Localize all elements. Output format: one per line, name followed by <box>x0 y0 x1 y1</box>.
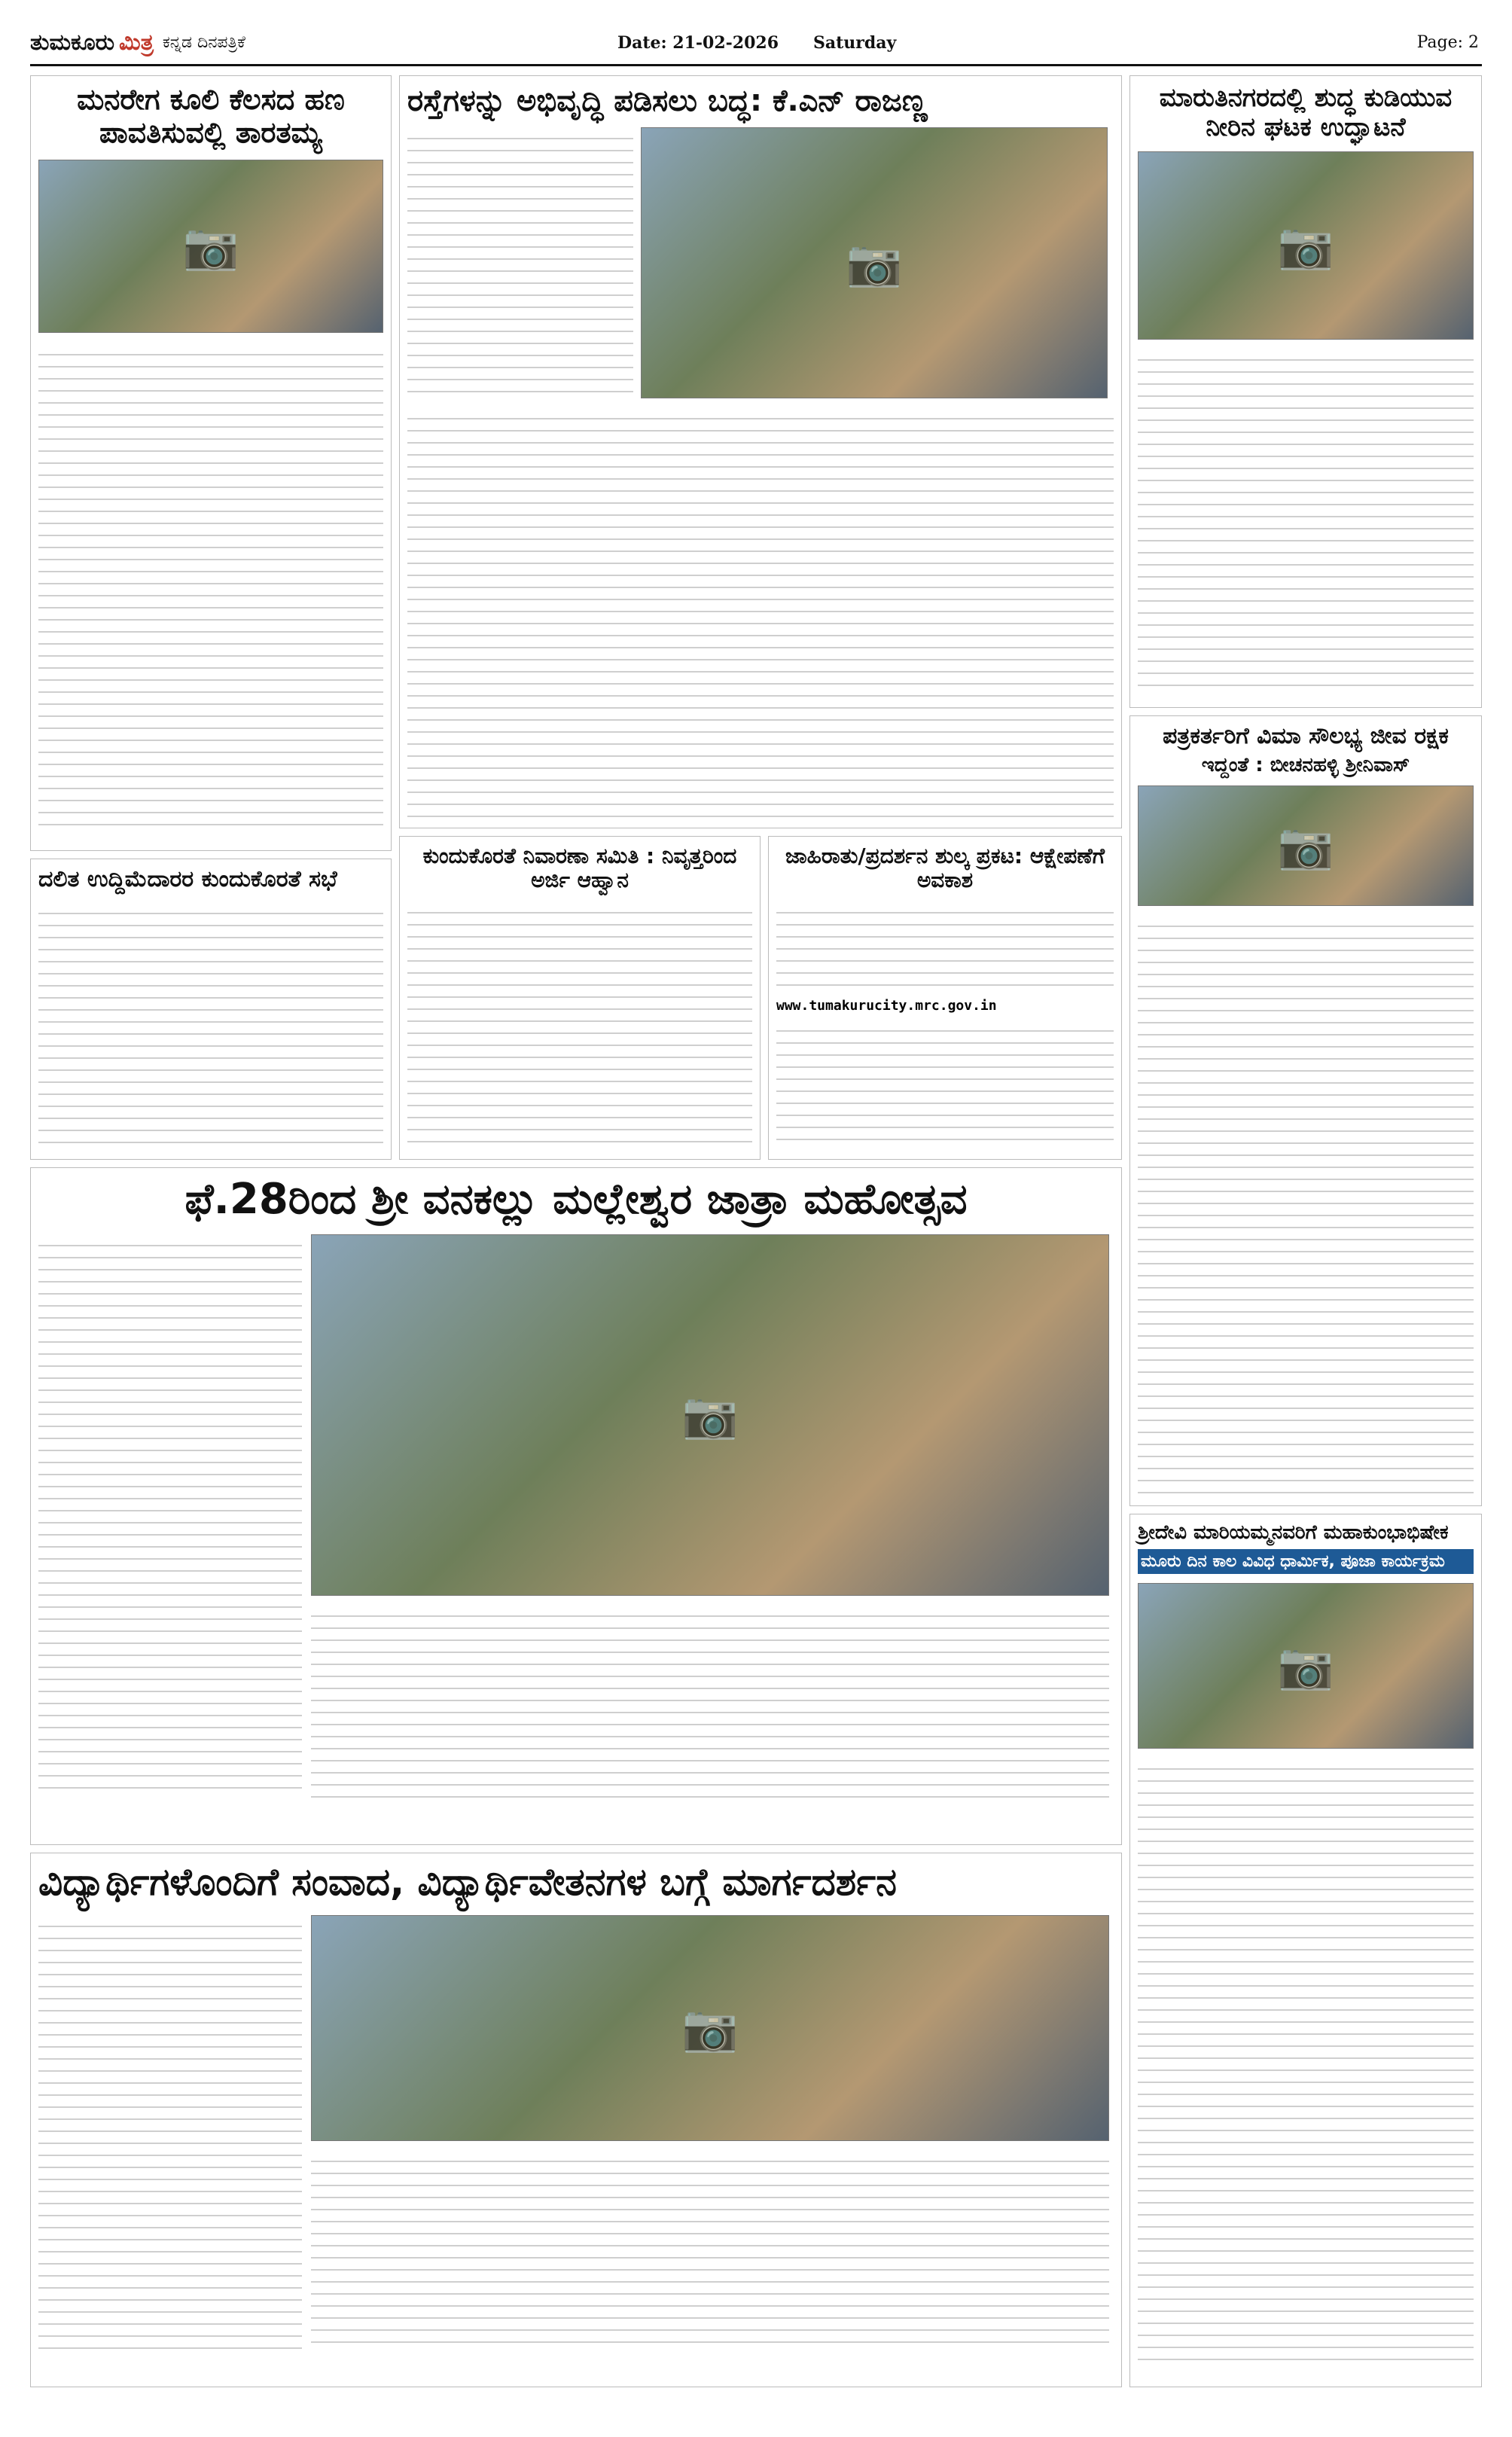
issue-date: Date: 21-02-2026 <box>617 32 779 53</box>
logo-accent: ಮಿತ್ರ <box>119 29 154 56</box>
article-water-plant <box>1129 75 1482 708</box>
article-body-columns <box>407 407 1114 822</box>
article-body <box>407 127 633 398</box>
article-roads <box>399 75 1122 828</box>
article-grievance-committee <box>399 836 761 1160</box>
article-subheadline: ಮೂರು ದಿನ ಕಾಲ ವಿವಿಧ ಧಾರ್ಮಿಕ, ಪೂಜಾ ಕಾರ್ಯಕ್ರಮ <box>1138 1549 1474 1574</box>
article-headline: ರಸ್ತೆಗಳನ್ನು ಅಭಿವೃದ್ಧಿ ಪಡಿಸಲು ಬದ್ಧ: ಕೆ.ಎನ್ ರಾಜಣ್ಣ <box>407 84 928 118</box>
masthead-subtitle: ಕನ್ನಡ ದಿನಪತ್ರಿಕೆ <box>162 33 245 52</box>
article-headline: ಪತ್ರಕರ್ತರಿಗೆ ವಿಮಾ ಸೌಲಭ್ಯ ಜೀವ ರಕ್ಷಕ <box>1163 723 1449 749</box>
article-headline: ವಿದ್ಯಾರ್ಥಿಗಳೊಂದಿಗೆ ಸಂವಾದ, ವಿದ್ಯಾರ್ಥಿವೇತನಗಳ ಬಗ್ಗೆ ಮಾರ್ಗದರ್ಶನ <box>38 1860 897 1904</box>
article-headline: ಶ್ರೀದೇವಿ ಮಾರಿಯಮ್ಮನವರಿಗೆ ಮಹಾಕುಂಭಾಭಿಷೇಕ <box>1138 1521 1449 1544</box>
article-body <box>1138 915 1474 1495</box>
article-body <box>776 1020 1114 1140</box>
news-photo <box>311 1915 1109 2141</box>
article-headline: ದಲಿತ ಉದ್ದಿಮೆದಾರರ ಕುಂದುಕೊರತೆ ಸಭೆ <box>38 866 337 892</box>
article-insurance <box>1129 715 1482 1506</box>
article-body <box>38 343 383 825</box>
news-photo <box>38 160 383 333</box>
news-photo <box>1138 151 1474 340</box>
news-photo <box>1138 785 1474 906</box>
news-photo <box>311 1234 1109 1596</box>
news-photo <box>1138 1583 1474 1749</box>
article-body <box>1138 1758 1474 2360</box>
camera-icon: 📷 <box>1277 819 1334 873</box>
logo-main: ತುಮಕೂರು <box>30 29 115 56</box>
article-body <box>38 902 383 1143</box>
article-headline: ಮಾರುತಿನಗರದಲ್ಲಿ ಶುದ್ಧ ಕುಡಿಯುವ ನೀರಿನ ಘಟಕ ಉದ್ಘಾಟನೆ <box>1159 83 1453 143</box>
article-body <box>776 901 1114 992</box>
article-students <box>30 1853 1122 2387</box>
article-advertisement-fee <box>768 836 1122 1160</box>
article-kumbhabhisheka <box>1129 1514 1482 2387</box>
masthead <box>30 21 1482 66</box>
website-link[interactable]: www.tumakurucity.mrc.gov.in <box>776 998 997 1014</box>
article-body-columns <box>311 2150 1109 2352</box>
news-photo <box>641 127 1108 398</box>
camera-icon: 📷 <box>1277 1639 1334 1693</box>
article-byline: ಇದ್ದಂತೆ : ಬೀಚನಹಳ್ಳಿ ಶ್ರೀನಿವಾಸ್ <box>1201 753 1410 776</box>
logo <box>30 29 154 56</box>
article-headline: ಜಾಹಿರಾತು/ಪ್ರದರ್ಶನ ಶುಲ್ಕ ಪ್ರಕಟ: ಆಕ್ಷೇಪಣೆಗೆ ಅವಕಾಶ <box>785 843 1105 893</box>
issue-day: Saturday <box>813 32 897 53</box>
article-dalit-meeting <box>30 859 392 1160</box>
article-body <box>38 1915 302 2352</box>
camera-icon: 📷 <box>1277 219 1334 273</box>
article-headline: ಫೆ.28ರಿಂದ ಶ್ರೀ ವನಕಲ್ಲು ಮಲ್ಲೇಶ್ವರ ಜಾತ್ರಾ ಮಹೋತ್ಸವ <box>184 1175 968 1224</box>
camera-icon: 📷 <box>681 2002 739 2054</box>
camera-icon: 📷 <box>846 236 903 290</box>
article-headline: ಕುಂದುಕೊರತೆ ನಿವಾರಣಾ ಸಮಿತಿ : ನಿವೃತ್ತರಿಂದ ಅರ್ಜಿ ಆಹ್ವಾನ <box>422 843 737 893</box>
page-number: Page: 2 <box>1416 33 1479 52</box>
article-jatra <box>30 1167 1122 1845</box>
camera-icon: 📷 <box>182 220 239 273</box>
article-body <box>407 901 752 1142</box>
article-mgnrega <box>30 75 392 851</box>
camera-icon: 📷 <box>681 1389 739 1442</box>
article-body <box>1138 349 1474 695</box>
article-headline: ಮನರೇಗ ಕೂಲಿ ಕೆಲಸದ ಹಣ ಪಾವತಿಸುವಲ್ಲಿ ತಾರತಮ್ಯ <box>77 83 345 149</box>
article-body-columns <box>311 1605 1109 1799</box>
article-body <box>38 1234 302 1799</box>
